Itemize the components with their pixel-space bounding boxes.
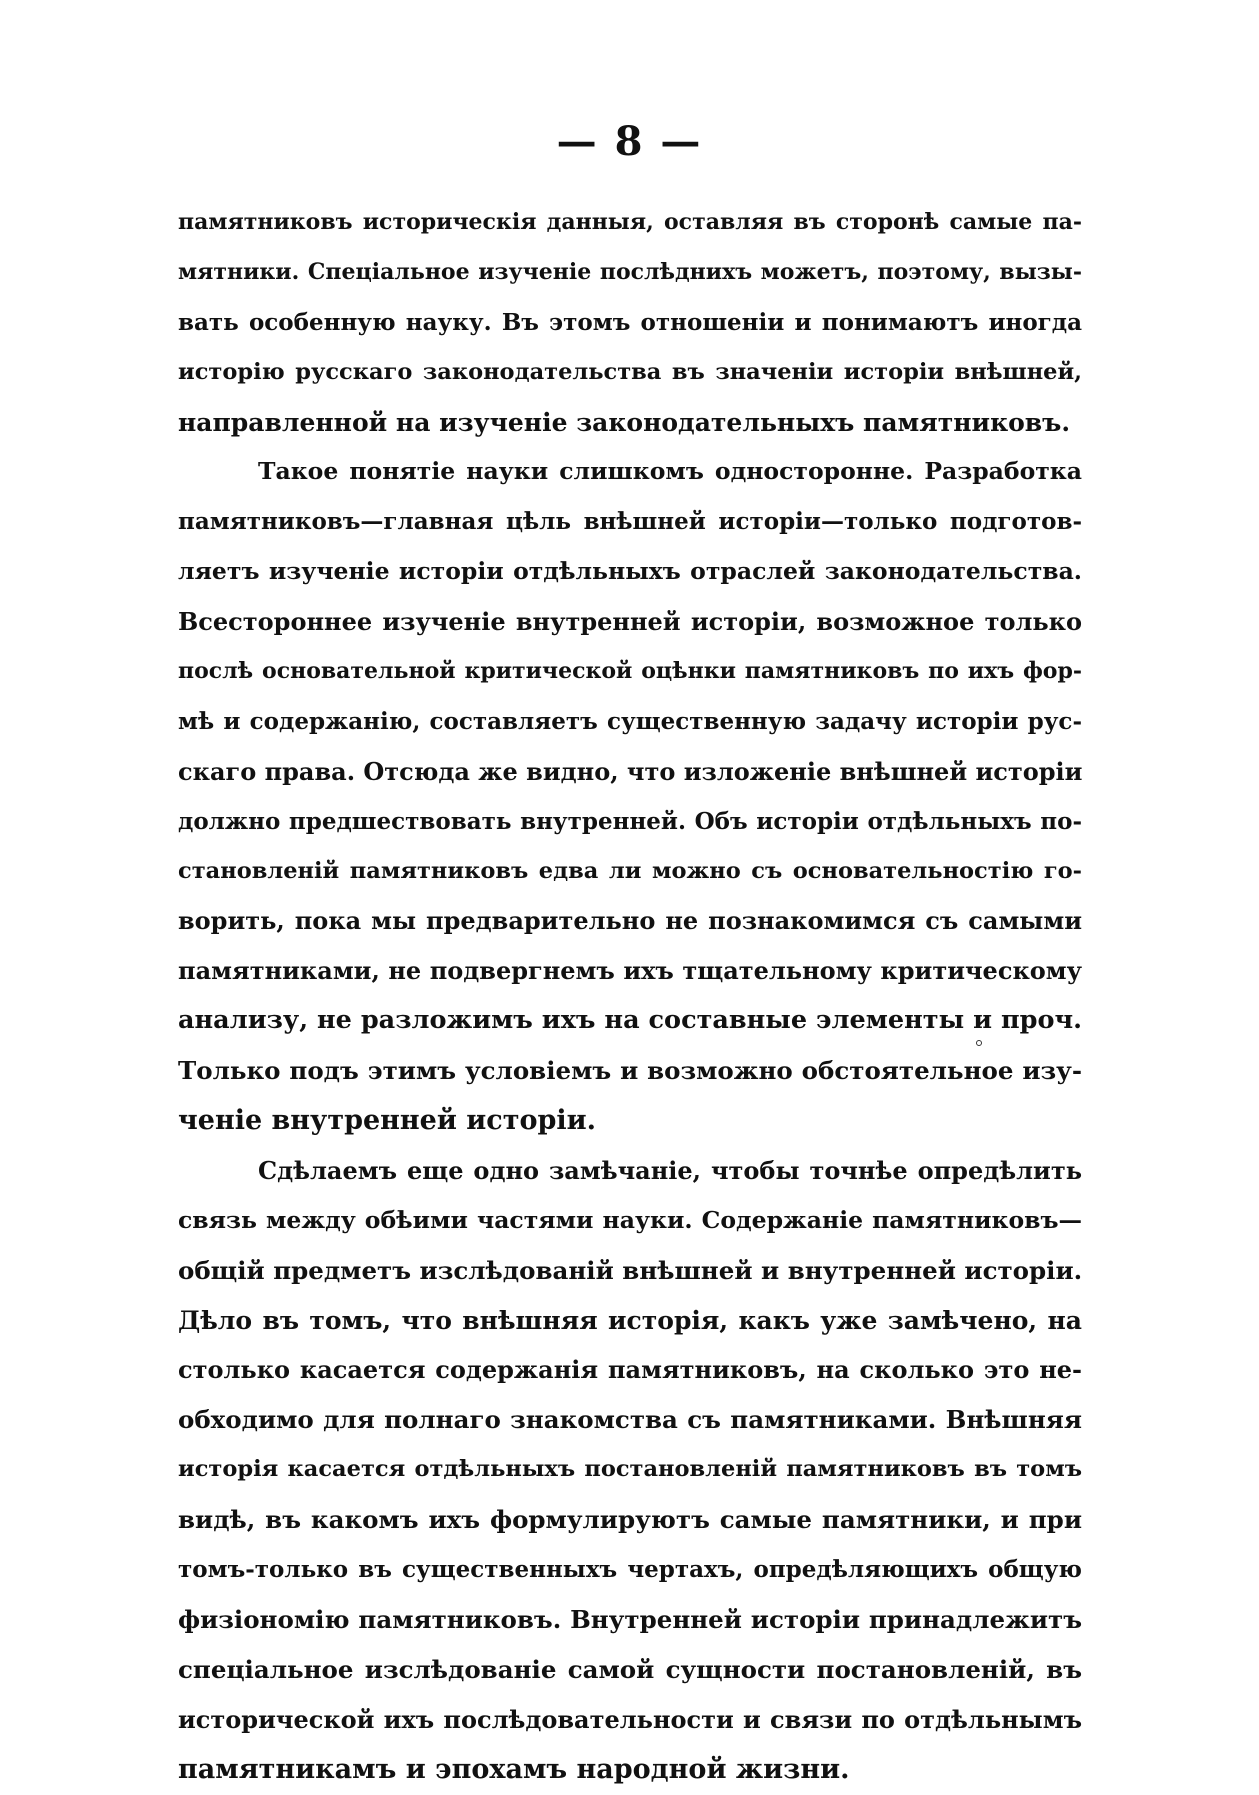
- page-number: — 8 —: [556, 118, 703, 165]
- text-line: ляетъ изученіе исторіи отдѣльныхъ отраслей законодательства.: [178, 557, 1082, 586]
- text-line: мятники. Спеціальное изученіе послѣднихъ можетъ, поэтому, вызы-: [178, 258, 1082, 285]
- text-line: исторія касается отдѣльныхъ постановленій памятниковъ въ томъ: [178, 1456, 1082, 1483]
- paragraph-start-line: Такое понятіе науки слишкомъ одностороннe. Разработка: [258, 457, 1082, 486]
- text-line: анализу, не разложимъ ихъ на составные элементы и проч.: [178, 1005, 1082, 1036]
- text-line: ченіе внутренней исторіи.: [178, 1105, 597, 1137]
- text-line: памятникамъ и эпохамъ народной жизни.: [178, 1753, 850, 1785]
- text-line: видѣ, въ какомъ ихъ формулируютъ самые памятники, и при: [178, 1505, 1082, 1535]
- text-line: вать особенную науку. Въ этомъ отношеніи и понимаютъ иногда: [178, 308, 1082, 336]
- text-line: памятниковъ историческія данныя, оставляя въ сторонѣ самые па-: [178, 209, 1082, 235]
- text-line: должно предшествовать внутренней. Объ исторіи отдѣльныхъ по-: [178, 807, 1082, 835]
- text-line: Дѣло въ томъ, что внѣшняя исторія, какъ уже замѣчено, на: [178, 1305, 1082, 1335]
- text-line: столько касается содержанія памятниковъ, на сколько это не-: [178, 1355, 1082, 1385]
- text-line: Всестороннее изученіе внутренней исторіи, возможное только: [178, 607, 1082, 637]
- text-line: памятниковъ—главная цѣль внѣшней исторіи—только подготов-: [178, 508, 1082, 536]
- text-line: скаго права. Отсюда же видно, что изложеніе внѣшней исторіи: [178, 756, 1083, 786]
- text-line: исторической ихъ послѣдовательности и связи по отдѣльнымъ: [178, 1704, 1082, 1734]
- text-line: обходимо для полнаго знакомства съ памятниками. Внѣшняя: [178, 1405, 1082, 1435]
- text-line: исторію русскаго законодательства въ значеніи исторіи внѣшней,: [178, 358, 1082, 385]
- text-line: томъ-только въ существенныхъ чертахъ, опредѣляющихъ общую: [178, 1556, 1082, 1584]
- text-line: послѣ основательной критической оцѣнки памятниковъ по ихъ фор-: [178, 658, 1082, 685]
- body-text: [178, 198, 1082, 1795]
- text-line: мѣ и содержанію, составляетъ существенную задачу исторіи рус-: [178, 707, 1082, 735]
- paragraph-start-line: Сдѣлаемъ еще одно замѣчаніе, чтобы точнѣе опредѣлить: [258, 1155, 1082, 1185]
- text-line: становленій памятниковъ едва ли можно съ основательностію го-: [178, 857, 1082, 884]
- text-line: Только подъ этимъ условіемъ и возможно обстоятельное изу-: [178, 1056, 1082, 1086]
- text-line: направленной на изученіе законодательныхъ памятниковъ.: [178, 407, 1071, 437]
- text-line: связь между обѣими частями науки. Содержаніе памятниковъ—: [178, 1205, 1082, 1234]
- text-line: памятниками, не подвергнемъ ихъ тщательному критическому: [178, 956, 1082, 986]
- text-line: спеціальное изслѣдованіе самой сущности постановленій, въ: [178, 1654, 1082, 1684]
- text-line: физіономію памятниковъ. Внутренней исторіи принадлежитъ: [178, 1604, 1082, 1634]
- print-speck: [976, 1040, 982, 1046]
- text-line: общій предметъ изслѣдованій внѣшней и внутренней исторіи.: [178, 1255, 1083, 1285]
- text-line: ворить, пока мы предварительно не познакомимся съ самыми: [178, 906, 1082, 936]
